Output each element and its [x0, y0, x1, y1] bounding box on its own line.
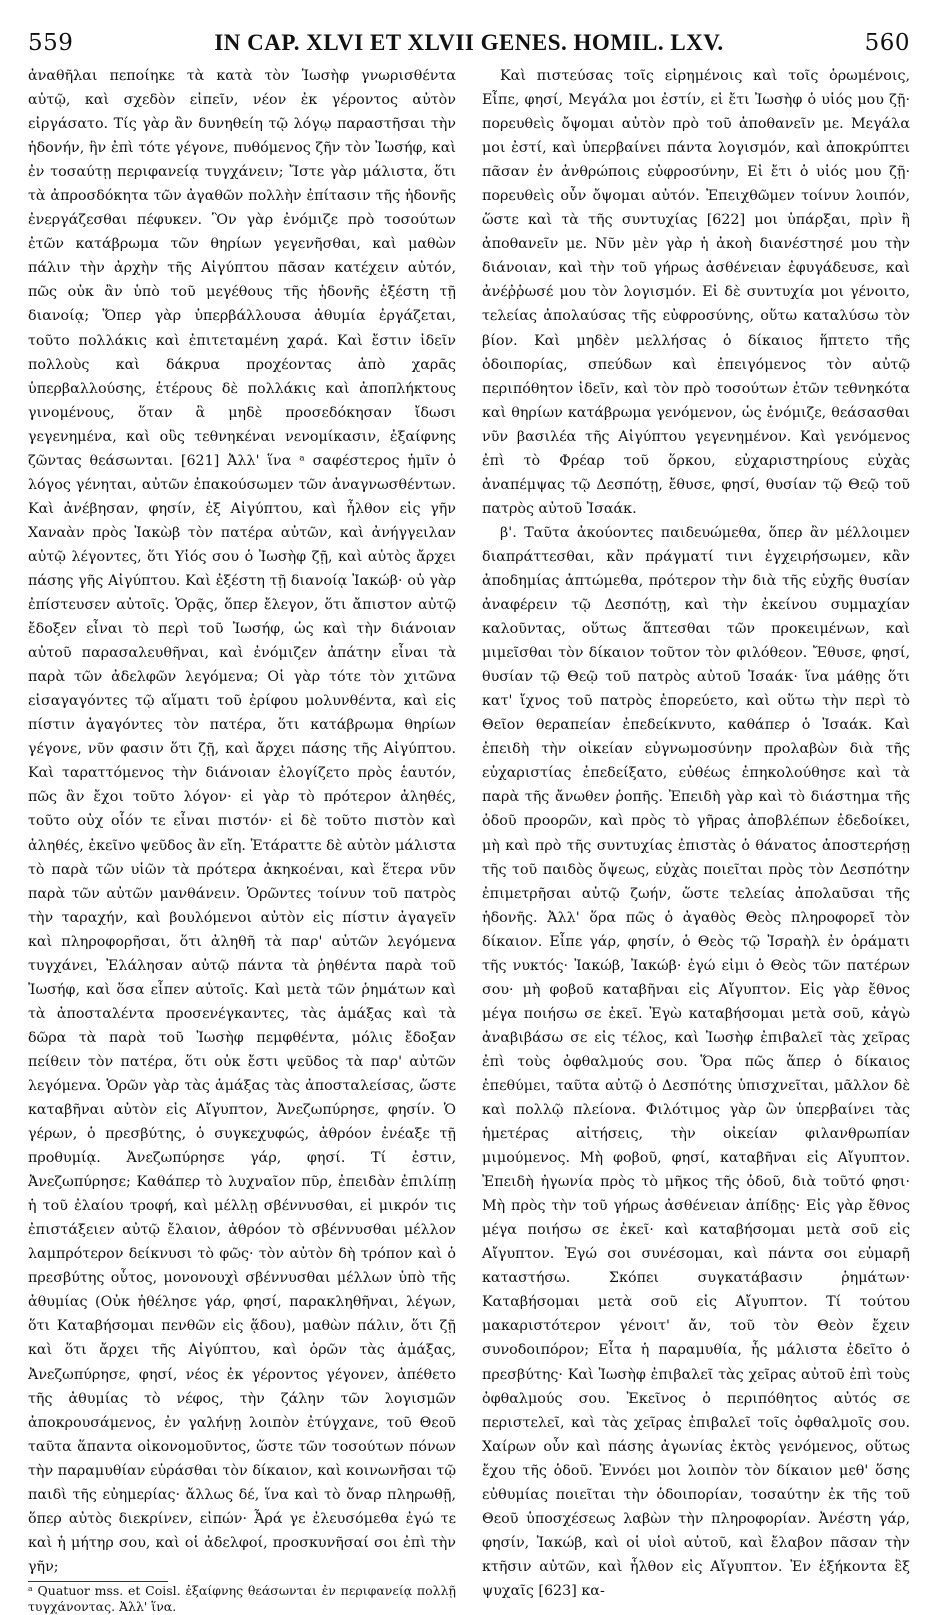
footnote: ᵃ Quatuor mss. et Coisl. ἐξαίφνης θεάσωνται ἐν περιφανείᾳ πολλῇ τυγχάνοντας. Ἀλλ' ἵνα.	[28, 1582, 456, 1614]
left-column	[28, 64, 456, 1614]
right-column	[482, 64, 910, 1599]
right-column-paragraph-2: β'. Ταῦτα ἀκούοντες παιδευώμεθα, ὅπερ ἂν μέλλοιμεν διαπράττεσθαι, κἂν πράγματί τινι ἐγχειρήσωμεν, κἂν ἀποδημίας ἁπτώμεθα, πρότερον τὴν διὰ τῆς εὐχῆς θυσίαν ἀναφέρειν τῷ Δεσπότῃ, καὶ τὴν ἐκείνου συμμαχίαν καλοῦντας, οὕτως ἅπτεσθαι τῶν προκειμένων, καὶ μιμεῖσθαι τὸν δίκαιον τοῦτον τὸν φιλόθεον. Ἔθυσε, φησί, θυσίαν τῷ Θεῷ τοῦ πατρὸς αὐτοῦ Ἰσαάκ· ἵνα μάθῃς ὅτι κατ' ἴχνος τοῦ πατρὸς ἐπορεύετο, καὶ οὕτω τὴν περὶ τὸ Θεῖον θεραπείαν ἐπεδείκνυτο, καθάπερ ὁ Ἰσαάκ. Καὶ ἐπειδὴ τὴν οἰκείαν εὐγνωμοσύνην προλαβὼν διὰ τῆς εὐχαριστίας ἐπεδείξατο, εὐθέως ἐπηκολούθησε καὶ τὰ παρὰ τῆς ἄνωθεν ῥοπῆς. Ἐπειδὴ γὰρ καὶ τὸ διάστημα τῆς ὁδοῦ προορῶν, καὶ πρὸς τὸ γῆρας ἀποβλέπων ἐδεδοίκει, μὴ καὶ πρὸ τῆς συντυχίας ἐπιστὰς ὁ θάνατος ἀποστερήσῃ τῆς τοῦ παιδὸς ὄψεως, εὐχὰς ποιεῖται πρὸς τὸν Δεσπότην ἐπιμετρῆσαι αὐτῷ ζωήν, ὥστε τελείας ἀπολαῦσαι τῆς ἡδονῆς. Ἀλλ' ὅρα πῶς ὁ ἀγαθὸς Θεὸς πληροφορεῖ τὸν δίκαιον. Εἶπε γάρ, φησίν, ὁ Θεὸς τῷ Ἰσραὴλ ἐν ὁράματι τῆς νυκτός· Ἰακώβ, Ἰακώβ· ἐγώ εἰμι ὁ Θεὸς τῶν πατέρων σου· μὴ φοβοῦ καταβῆναι εἰς Αἴγυπτον. Εἰς γὰρ ἔθνος μέγα ποιήσω σε ἐκεῖ. Ἐγὼ καταβήσομαι μετὰ σοῦ, κἀγὼ ἀναβιβάσω σε εἰς τέλος, καὶ Ἰωσὴφ ἐπιβαλεῖ τὰς χεῖρας ἐπὶ τοὺς ὀφθαλμούς σου. Ὅρα πῶς ἅπερ ὁ δίκαιος ἐπεθύμει, ταῦτα αὐτῷ ὁ Δεσπότης ὑπισχνεῖται, μᾶλλον δὲ καὶ πολλῷ πλείονα. Φιλότιμος γὰρ ὢν ὑπερβαίνει τὰς ἡμετέρας αἰτήσεις, τὴν οἰκείαν φιλανθρωπίαν μιμούμενος. Μὴ φοβοῦ, φησί, καταβῆναι εἰς Αἴγυπτον. Ἐπειδὴ ἠγωνία πρὸς τὸ μῆκος τῆς ὁδοῦ, διὰ τοῦτό φησι· Μὴ πρὸς τὴν τοῦ γήρως ἀσθένειαν ἀπίδῃς· Εἰς γὰρ ἔθνος μέγα ποιήσω σε ἐκεῖ· καὶ καταβήσομαι μετὰ σοῦ εἰς Αἴγυπτον. Ἐγώ σοι συνέσομαι, καὶ πάντα σοι εὐμαρῆ καταστήσω. Σκόπει συγκατάβασιν ῥημάτων· Καταβήσομαι μετὰ σοῦ εἰς Αἴγυπτον. Τί τούτου μακαριστότερον γένοιτ' ἄν, τοῦ τὸν Θεὸν ἔχειν συνοδοιπόρον; Εἶτα ἡ παραμυθία, ἧς μάλιστα ἐδεῖτο ὁ πρεσβύτης· Καὶ Ἰωσὴφ ἐπιβαλεῖ τὰς χεῖρας αὐτοῦ ἐπὶ τοὺς ὀφθαλμούς σου. Ἐκεῖνος ὁ περιπόθητος αὐτός σε περιστελεῖ, καὶ τὰς χεῖρας ἐπιβαλεῖ τοῖς ὀφθαλμοῖς σου. Χαίρων οὖν καὶ πάσης ἀγωνίας ἐκτὸς γενόμενος, οὕτως ἔχου τῆς ὁδοῦ. Ἐννόει μοι λοιπὸν τὸν δίκαιον μεθ' ὅσης εὐθυμίας ποιεῖται τὴν ὁδοιπορίαν, τοσαύτην ἐκ τῆς τοῦ Θεοῦ ὑποσχέσεως λαβὼν τὴν πληροφορίαν. Ἀνέστη γάρ, φησίν, Ἰακώβ, καὶ οἱ υἱοὶ αὐτοῦ, καὶ ἔλαβον πᾶσαν τὴν κτῆσιν αὐτῶν, καὶ ἦλθον εἰς Αἴγυπτον. Ἐν ἑξήκοντα ἓξ ψυχαῖς [623] κα-	[482, 524, 910, 1599]
right-column-paragraph-1: Καὶ πιστεύσας τοῖς εἰρημένοις καὶ τοῖς ὁρωμένοις, Εἶπε, φησί, Μεγάλα μοι ἐστίν, εἰ ἔτι Ἰωσὴφ ὁ υἱός μου ζῇ· πορευθεὶς ὄψομαι αὐτὸν πρὸ τοῦ ἀποθανεῖν με. Μεγάλα μοι ἐστί, καὶ ὑπερβαίνει πάντα λογισμόν, καὶ ἀποκρύπτει πᾶσαν ἐν ἀνθρώποις εὐφροσύνην, Εἰ ἔτι ὁ υἱός μου ζῇ· πορευθεὶς οὖν ὄψομαι αὐτόν. Ἐπειχθῶμεν τοίνυν λοιπόν, ὥστε καὶ τὰ τῆς συντυχίας [622] μοι ὑπάρξαι, πρὶν ἢ ἀποθανεῖν με. Νῦν μὲν γὰρ ἡ ἀκοὴ διανέστησέ μου τὴν διάνοιαν, καὶ τὴν τοῦ γήρως ἀσθένειαν ἐφυγάδευσε, καὶ ἀνέῤῥωσέ μου τὸν λογισμόν. Εἰ δὲ συντυχία μοι γένοιτο, τελείας ἀπολαύσας τῆς εὐφροσύνης, οὕτω καταλύσω τὸν βίον. Καὶ μηδὲν μελλήσας ὁ δίκαιος ἥπτετο τῆς ὁδοιπορίας, σπεύδων καὶ ἐπειγόμενος τὸν αὐτῷ περιπόθητον ἰδεῖν, καὶ τὸν πρὸ τοσούτων ἐτῶν τεθνηκότα καὶ θηρίων κατάβρωμα γενόμενον, ὡς ἐνόμιζε, θεάσασθαι νῦν βασιλέα τῆς Αἰγύπτου γεγενημένον. Καὶ γενόμενος ἐπὶ τὸ Φρέαρ τοῦ ὅρκου, εὐχαριστηρίους εὐχὰς ἀναπέμψας τῷ Δεσπότῃ, ἔθυσε, φησί, θυσίαν τῷ Θεῷ τοῦ πατρὸς αὐτοῦ Ἰσαάκ.	[482, 68, 910, 517]
left-column-text: ἀναθῆλαι πεποίηκε τὰ κατὰ τὸν Ἰωσὴφ γνωρισθέντα αὐτῷ, καὶ σχεδὸν εἰπεῖν, νέον ἐκ γέροντος αὐτὸν εἰργάσατο. Τίς γὰρ ἂν δυνηθείη τῷ λόγῳ παραστῆσαι τὴν ἡδονήν, ἣν ἐπὶ τότε γέγονε, πυθόμενος ζῆν τὸν Ἰωσήφ, καὶ ἐν τοσαύτῃ περιφανείᾳ τυγχάνειν; Ἴστε γὰρ μάλιστα, ὅτι τὰ ἀπροσδόκητα τῶν ἀγαθῶν πολλὴν ἐπίτασιν τῆς ἡδονῆς ἐνεργάζεσθαι πέφυκεν. Ὃν γὰρ ἐνόμιζε πρὸ τοσούτων ἐτῶν κατάβρωμα τῶν θηρίων γεγενῆσθαι, καὶ μαθὼν πάλιν τὴν ἀρχὴν τῆς Αἰγύπτου πᾶσαν κατέχειν αὐτόν, πῶς οὐκ ἂν ὑπὸ τοῦ μεγέθους τῆς ἡδονῆς ἐξέστη τῇ διανοίᾳ; Ὅπερ γὰρ ὑπερβάλλουσα ἀθυμία ἐργάζεται, τοῦτο πολλάκις καὶ ἐπιτεταμένη χαρά. Καὶ ἔστιν ἰδεῖν πολλοὺς καὶ δάκρυα προχέοντας ἀπὸ χαρᾶς ὑπερβαλλούσης, ἑτέρους δὲ πολλάκις καὶ ἀποπλήκτους γινομένους, ὅταν ἃ μηδὲ προσεδόκησαν ἴδωσι γεγενημένα, καὶ οὓς τεθνηκέναι νενομίκασιν, ἐξαίφνης ζῶντας θεάσωνται. [621] Ἀλλ' ἵνα ᵃ σαφέστερος ἡμῖν ὁ λόγος γένηται, αὐτῶν ἐπακούσωμεν τῶν ἀναγνωσθέντων. Καὶ ἀνέβησαν, φησίν, ἐξ Αἰγύπτου, καὶ ἦλθον εἰς γῆν Χαναὰν πρὸς Ἰακὼβ τὸν πατέρα αὐτῶν, καὶ ἀνήγγειλαν αὐτῷ λέγοντες, ὅτι Υἱός σου ὁ Ἰωσὴφ ζῇ, καὶ αὐτὸς ἄρχει πάσης γῆς Αἰγύπτου. Καὶ ἐξέστη τῇ διανοίᾳ Ἰακώβ· οὐ γὰρ ἐπίστευσεν αὐτοῖς. Ὁρᾷς, ὅπερ ἔλεγον, ὅτι ἄπιστον αὐτῷ ἔδοξεν εἶναι τὸ περὶ τοῦ Ἰωσήφ, ὡς καὶ τὴν διάνοιαν αὐτοῦ παρασαλευθῆναι, καὶ ἐνόμιζεν ἀπάτην εἶναι τὰ παρὰ τῶν ἀδελφῶν λεγόμενα; Οἱ γὰρ τότε τὸν χιτῶνα εἰσαγαγόντες τῷ αἵματι τοῦ ἐρίφου μολυνθέντα, καὶ εἰς πίστιν ἀγαγόντες τὸν πατέρα, ὅτι κατάβρωμα θηρίων γέγονε, νῦν φασιν ὅτι ζῇ, καὶ ἄρχει πάσης τῆς Αἰγύπτου. Καὶ ταραττόμενος τὴν διάνοιαν ἐλογίζετο πρὸς ἑαυτόν, πῶς ἂν ἔχοι τοῦτο λόγον· εἰ γὰρ τὸ πρότερον ἀληθές, τοῦτο οὐχ οἷόν τε εἶναι πιστόν· εἰ δὲ τοῦτο πιστὸν καὶ ἀληθές, ἐκεῖνο ψεῦδος ἂν εἴη. Ἐτάραττε δὲ αὐτὸν μάλιστα τὸ παρὰ τῶν υἱῶν τὰ πρότερα ἀκηκοέναι, καὶ ἕτερα νῦν παρὰ τῶν αὐτῶν μανθάνειν. Ὁρῶντες τοίνυν τοῦ πατρὸς τὴν ταραχήν, καὶ βουλόμενοι αὐτὸν εἰς πίστιν ἀγαγεῖν καὶ πληροφορῆσαι, ὅτι ἀληθῆ τὰ παρ' αὐτῶν λεγόμενα τυγχάνει, Ἐλάλησαν αὐτῷ πάντα τὰ ῥηθέντα παρὰ τοῦ Ἰωσήφ, καὶ ὅσα εἶπεν αὐτοῖς. Καὶ μετὰ τῶν ῥημάτων καὶ τὰ ἀποσταλέντα προσενέγκαντες, τὰς ἁμάξας καὶ τὰ δῶρα τὰ παρὰ τοῦ Ἰωσὴφ πεμφθέντα, μόλις ἔδοξαν πείθειν τὸν πατέρα, ὅτι οὐκ ἔστι ψεῦδος τὰ παρ' αὐτῶν λεγόμενα. Ὁρῶν γὰρ τὰς ἁμάξας τὰς ἀποσταλείσας, ὥστε καταβῆναι αὐτὸν εἰς Αἴγυπτον, Ἀνεζωπύρησε, φησίν. Ὁ γέρων, ὁ πρεσβύτης, ὁ συγκεχυφώς, ἀθρόον ἐνέαξε τῇ προθυμίᾳ. Ἀνεζωπύρησε γάρ, φησί. Τί ἐστιν, Ἀνεζωπύρησε; Καθάπερ τὸ λυχναῖον πῦρ, ἐπειδὰν ἐπιλίπῃ ἡ τοῦ ἐλαίου τροφή, καὶ μέλλῃ σβέννυσθαι, εἰ μικρόν τις ἐπιστάξειεν αὐτῷ ἔλαιον, ἀθρόον τὸ σβέννυσθαι μέλλον λαμπρότερον δείκνυσι τὸ φῶς· τὸν αὐτὸν δὴ τρόπον καὶ ὁ πρεσβύτης οὗτος, μονονουχὶ σβέννυσθαι μέλλων ὑπὸ τῆς ἀθυμίας (Οὐκ ἠθέλησε γάρ, φησί, παρακληθῆναι, λέγων, ὅτι Καταβήσομαι πενθῶν εἰς ᾅδου), μαθὼν πάλιν, ὅτι ζῇ καὶ ὅτι ἄρχει τῆς Αἰγύπτου, καὶ ὁρῶν τὰς ἁμάξας, Ἀνεζωπύρησε, φησί, νέος ἐκ γέροντος γέγονεν, ἀπέθετο τῆς ἀθυμίας τὸ νέφος, τὴν ζάλην τῶν λογισμῶν ἀποκρουσάμενος, ἐν γαλήνῃ λοιπὸν ἐτύγχανε, τοῦ Θεοῦ ταῦτα ἅπαντα οἰκονομοῦντος, ὥστε τῶν τοσούτων πόνων τὴν παραμυθίαν εὑράσθαι τὸν δίκαιον, καὶ κοινωνῆσαι τῷ παιδὶ τῆς εὐημερίας· ἄλλως δέ, ἵνα καὶ τὸ ὄναρ πληρωθῇ, ὅπερ αὐτὸς διεκρίνεν, εἰπών· Ἆρά γε ἐλευσόμεθα ἐγώ τε καὶ ἡ μήτηρ σου, καὶ οἱ ἀδελφοί, προσκυνῆσαί σοι ἐπὶ τὴν γῆν;	[28, 68, 456, 1575]
text-columns	[28, 64, 910, 1614]
running-head	[28, 30, 910, 66]
footnote-divider	[28, 1581, 168, 1582]
right-page-number: 560	[864, 30, 910, 56]
running-title: IN CAP. XLVI ET XLVII GENES. HOMIL. LXV.	[214, 30, 724, 55]
left-page-number: 559	[28, 30, 74, 56]
